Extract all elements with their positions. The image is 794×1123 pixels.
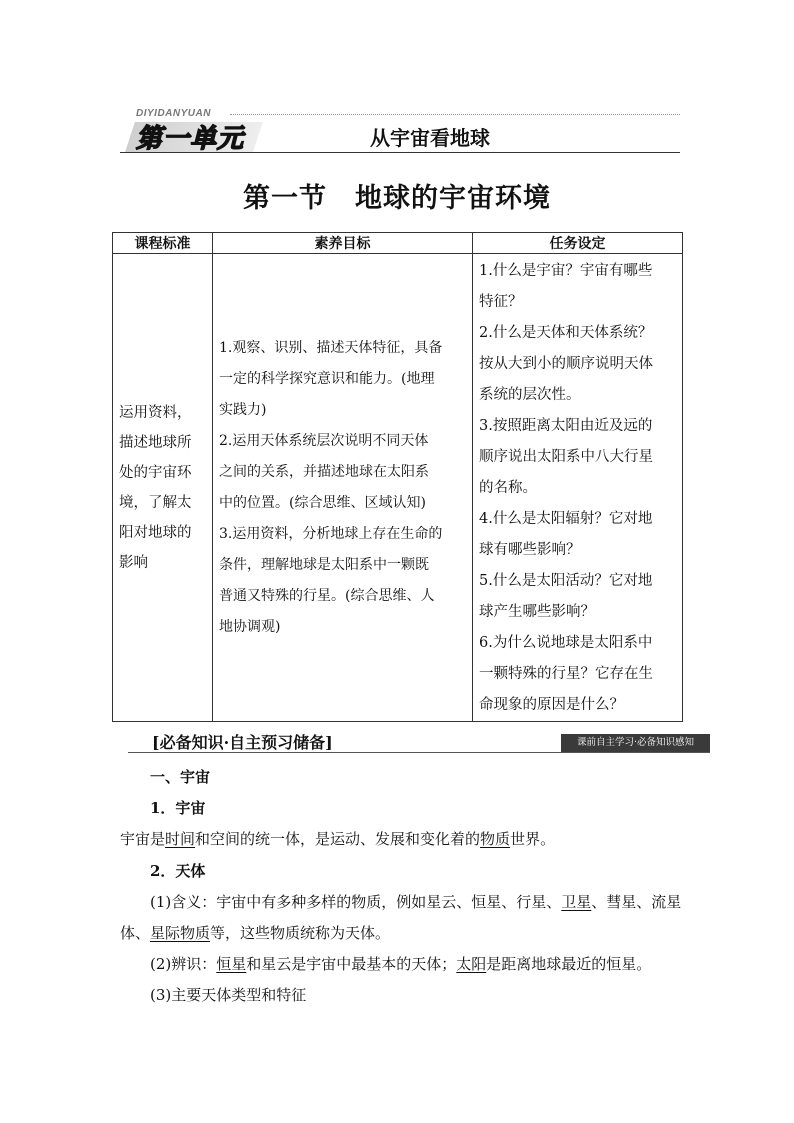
subheading-universe: 1．宇宙 — [150, 799, 206, 818]
underlined-term: 星际物质 — [150, 924, 211, 943]
cell-tasks: 1.什么是宇宙？宇宙有哪些 特征？ 2.什么是天体和天体系统？ 按从大到小的顺序说明天体 系统的层次性。 3.按照距离太阳由近及远的 顺序说出太阳系中八大行星 的名称。 4.什么是太阳辐射？它对地 球有哪些影响？ 5.什么是太阳活动？它对地 球产生哪些影响？ 6.为什么说地球是太阳系中 一颗特殊的行星？它存在生 命现象的原因是什么？ — [473, 254, 683, 722]
unit-pinyin: DIYIDANYUAN — [136, 108, 211, 119]
paragraph-celestial-types: (3)主要天体类型和特征 — [150, 986, 307, 1005]
section-title: 第一节 地球的宇宙环境 — [243, 183, 551, 214]
banner-rule — [128, 752, 710, 753]
underlined-term: 卫星 — [561, 892, 592, 911]
text-span: (1)含义：宇宙中有多种多样的物质，例如星云、恒星、行星、 — [150, 892, 562, 911]
underlined-term: 太阳 — [456, 955, 487, 974]
banner-tag: 课前自主学习·必备知识感知 — [561, 734, 710, 752]
subheading-celestial: 2．天体 — [150, 861, 206, 880]
paragraph-universe-definition — [120, 824, 690, 855]
text-span: 和空间的统一体，是运动、发展和变化着的 — [195, 830, 481, 849]
text-span: 和星云是宇宙中最基本的天体； — [246, 955, 457, 974]
underlined-term: 时间 — [165, 830, 196, 849]
header-tasks: 任务设定 — [473, 233, 683, 254]
text-span: 等，这些物质统称为天体。 — [210, 924, 391, 943]
paragraph-celestial-definition — [120, 887, 690, 949]
paragraph-celestial-identify — [120, 949, 690, 980]
curriculum-table — [112, 232, 683, 722]
unit-header — [120, 104, 680, 156]
table-row — [113, 254, 683, 722]
text-span: (2)辨识： — [150, 955, 217, 974]
header-standard: 课程标准 — [113, 233, 213, 254]
text-span: 宇宙是 — [120, 830, 166, 849]
text-span: 、彗星、流星体、 — [120, 892, 682, 943]
body-content — [120, 762, 690, 1012]
banner-title: [必备知识·自主预习储备] — [152, 733, 333, 752]
header-rule — [120, 152, 680, 153]
text-span: 世界。 — [510, 830, 556, 849]
text-span: 是距离地球最近的恒星。 — [486, 955, 652, 974]
cell-goals: 1.观察、识别、描述天体特征，具备 一定的科学探究意识和能力。(地理 实践力) 2.运用天体系统层次说明不同天体 之间的关系，并描述地球在太阳系 中的位置。(综合思维、区域认知) 3.运用资料，分析地球上存在生命的 条件，理解地球是太阳系中一颗既 普通又特殊的行星。(综合思维、人 地协调观) — [213, 254, 473, 722]
underlined-term: 物质 — [480, 830, 511, 849]
cell-standard: 运用资料， 描述地球所 处的宇宙环 境，了解太 阳对地球的 影响 — [113, 254, 213, 722]
header-goals: 素养目标 — [213, 233, 473, 254]
table-header-row — [113, 233, 683, 254]
underlined-term: 恒星 — [216, 955, 247, 974]
heading-universe: 一、宇宙 — [150, 768, 211, 786]
unit-title: 从宇宙看地球 — [370, 126, 490, 150]
unit-label: 第一单元 — [136, 124, 245, 154]
dotted-divider — [230, 114, 680, 115]
